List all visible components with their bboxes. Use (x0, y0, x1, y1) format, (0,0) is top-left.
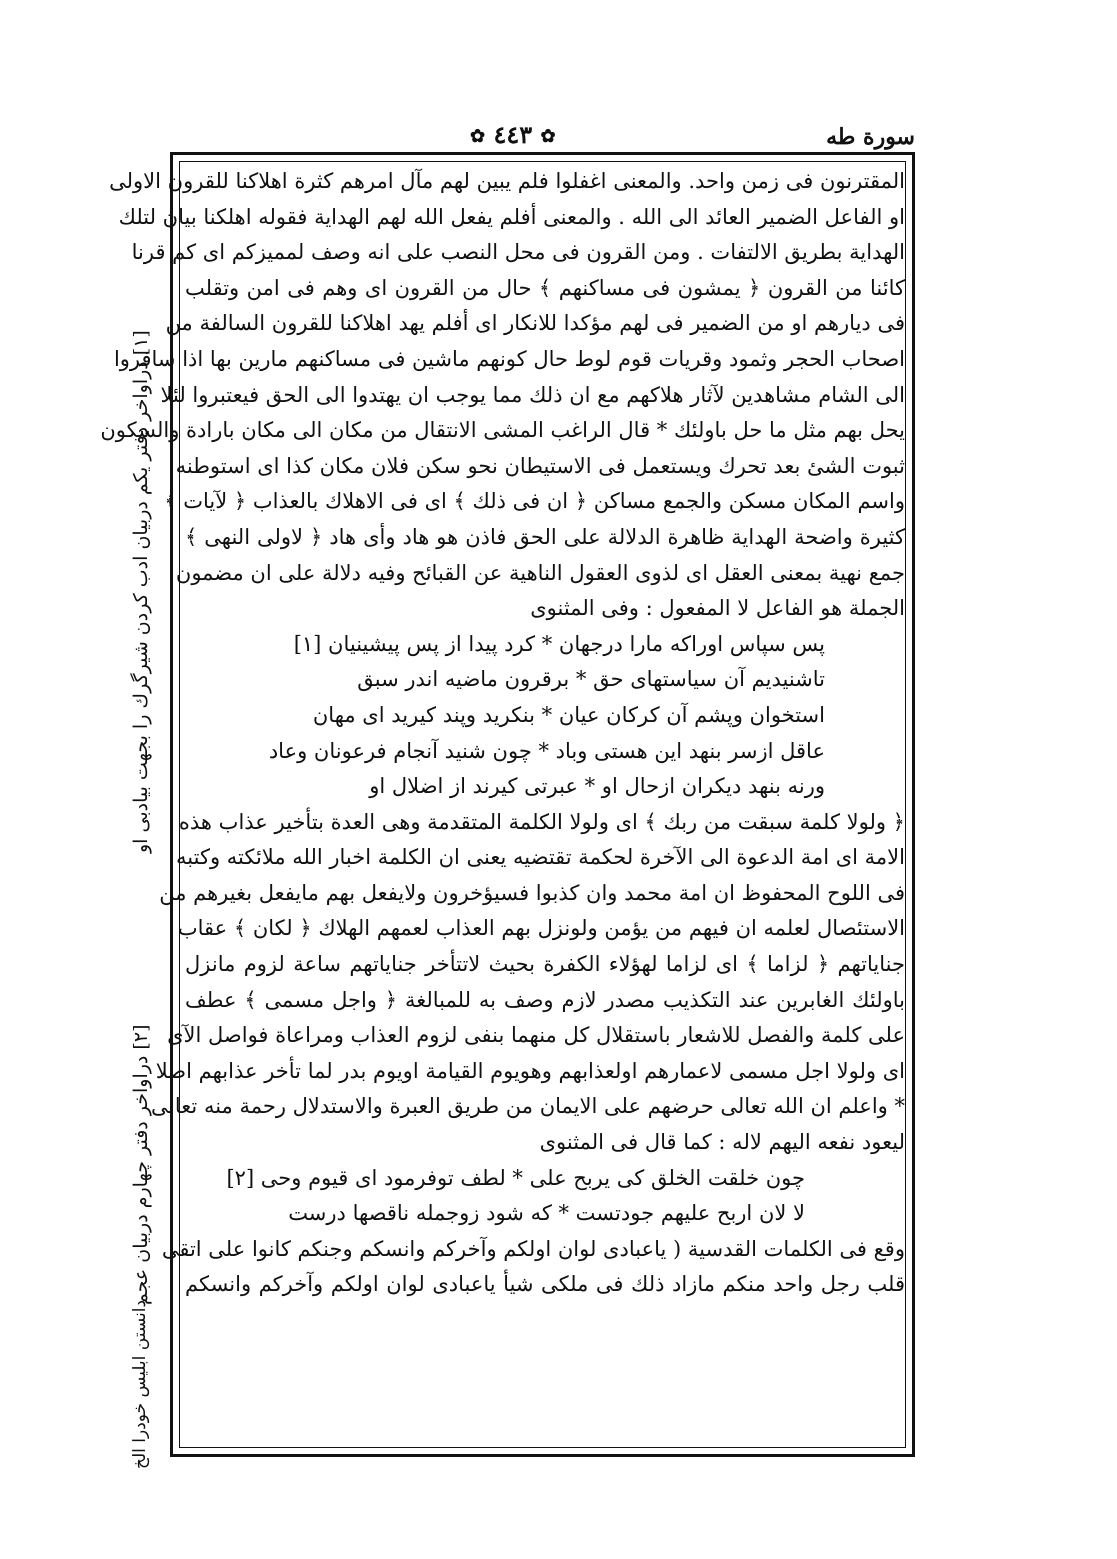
poem-verse: تاشنيديم آن سياستهاى حق * برقرون ماضيه اندر سبق (357, 667, 825, 692)
margin-footnote-2: [٢] دراواخر دفتر چهارم دربيان عجم (130, 1024, 152, 1306)
ornament-left-icon: ✿ (470, 126, 486, 147)
page-number-value: ٤٤٣ (493, 120, 533, 149)
text-line: ثبوت الشئ بعد تحرك ويستعمل فى الاستيطان نحو سكن فلان مكان كذا اى استوطنه (175, 453, 905, 478)
poem-verse: عاقل ازسر بنهد اين هستى وباد * چون شنيد آنجام فرعونان وعاد (268, 738, 825, 763)
text-line: الاستئصال لعلمه ان فيهم من يؤمن ولونزل بهم العذاب لعمهم الهلاك ﴿ لكان ﴾ عقاب (177, 916, 905, 941)
text-line-last: الجملة هو الفاعل لا المفعول : وفى المثنوى (530, 596, 905, 621)
text-line: قلب رجل واحد منكم مازاد ذلك فى ملكى شيأ ياعبادى لوان اولكم وآخركم وانسكم (185, 1272, 905, 1297)
text-line: باولئك الغابرين عند التكذيب مصدر لازم وصف به للمبالغة ﴿ واجل مسمى ﴾ عطف (185, 987, 905, 1012)
poem-verse: لا لان اربح عليهم جودتست * كه شود زوجمله ناقصها درست (288, 1201, 805, 1226)
text-line: واسم المكان مسكن والجمع مساكن ﴿ ان فى ذلك ﴾ اى فى الاهلاك بالعذاب ﴿ لآيات ﴾ (164, 489, 905, 514)
text-line: يحل بهم مثل ما حل باولئك * قال الراغب المشى الانتقال من مكان الى مكان بارادة والسكون (100, 418, 905, 443)
poem-verse: استخوان وپشم آن كركان عيان * بنكريد وپند كيريد اى مهان (312, 702, 825, 727)
poem-verse: چون خلقت الخلق كى يربح على * لطف توفرمود اى قيوم وحى [٢] (226, 1165, 805, 1190)
margin-footnote-1: [١] دراواخر دفتر يكم دربيان ادب كردن شيرگرك را بجهت بيادبى او (130, 330, 152, 853)
text-line: على كلمة والفصل للاشعار باستقلال كل منهما بنفى لزوم العذاب ومراعاة فواصل الآى (167, 1023, 905, 1048)
surah-title: سورة طه (826, 124, 915, 150)
text-line: وقع فى الكلمات القدسية ( ياعبادى لوان اولكم وآخركم وانسكم وجنكم كانوا على اتقى (161, 1236, 905, 1261)
text-line: فى اللوح المحفوظ ان امة محمد وان كذبوا فسيؤخرون ولايفعل بهم مايفعل بغيرهم من (159, 880, 905, 905)
ornament-right-icon: ✿ (540, 126, 556, 147)
text-line: الامة اى امة الدعوة الى الآخرة لحكمة تقتضيه يعنى ان الكلمة اخبار الله ملائكته وكتبه (176, 845, 905, 870)
text-line: اى ولولا اجل مسمى لاعمارهم اولعذابهم وهويوم القيامة اويوم بدر لما تأخر عذابهم اصلا (155, 1058, 905, 1083)
text-line: او الفاعل الضمير العائد الى الله . والمعنى أفلم يفعل الله لهم الهداية فقوله اهلكنا بيان لتلك (118, 204, 905, 229)
margin-footnote-2-cont: دانستن ابليس خودرا الخ (130, 1300, 150, 1470)
poem-verse: پس سپاس اوراكه مارا درجهان * كرد پيدا از پس پيشينيان [١] (293, 631, 825, 656)
poem-masnavi-2 (185, 1161, 905, 1232)
text-line-last: ليعود نفعه اليهم لاله : كما قال فى المثنوى (539, 1130, 905, 1155)
text-line: * واعلم ان الله تعالى حرضهم على الايمان من طريق العبرة والاستدلال رحمة منه تعالى (151, 1094, 905, 1119)
text-line: كائنا من القرون ﴿ يمشون فى مساكنهم ﴾ حال من القرون اى وهم فى امن وتقلب (185, 275, 905, 300)
text-line: ﴿ ولولا كلمة سبقت من ربك ﴾ اى ولولا الكلمة المتقدمة وهى العدة بتأخير عذاب هذه (178, 809, 905, 834)
text-line: فى ديارهم او من الضمير فى لهم مؤكدا للانكار اى أفلم يهد اهلاكنا للقرون السالفة من (165, 311, 905, 336)
text-line: الى الشام مشاهدين لآثار هلاكهم مع ان ذلك مما يوجب ان يهتدوا الى الحق فيعتبروا لئلا (160, 382, 905, 407)
text-line: اصحاب الحجر وثمود وقريات قوم لوط حال كونهم ماشين فى مساكنهم مارين بها اذا سافروا (113, 346, 905, 371)
poem-verse: ورنه بنهد ديكران ازحال او * عبرتى كيرند از اضلال او (369, 774, 825, 799)
text-line: المقترنون فى زمن واحد. والمعنى اغفلوا فلم يبين لهم مآل امرهم كثرة اهلاكنا للقرون الاولى (109, 169, 905, 193)
poem-masnavi-1 (185, 627, 905, 805)
text-line: الهداية بطريق الالتفات . ومن القرون فى محل النصب على انه وصف لمميزكم اى كم قرنا (131, 240, 905, 265)
text-line: جناياتهم ﴿ لزاما ﴾ اى لزاما لهؤلاء الكفرة بحيث لاتتأخر جناياتهم ساعة لزوم مانزل (185, 952, 905, 977)
text-line: جمع نهية بمعنى العقل اى لذوى العقول الناهية عن القبائح وفيه دلالة على ان مضمون (175, 560, 905, 585)
page-number (470, 120, 556, 149)
text-line: كثيرة واضحة الهداية ظاهرة الدلالة على الحق فاذن هو هاد وأى هاد ﴿ لاولى النهى ﴾ (185, 524, 905, 549)
